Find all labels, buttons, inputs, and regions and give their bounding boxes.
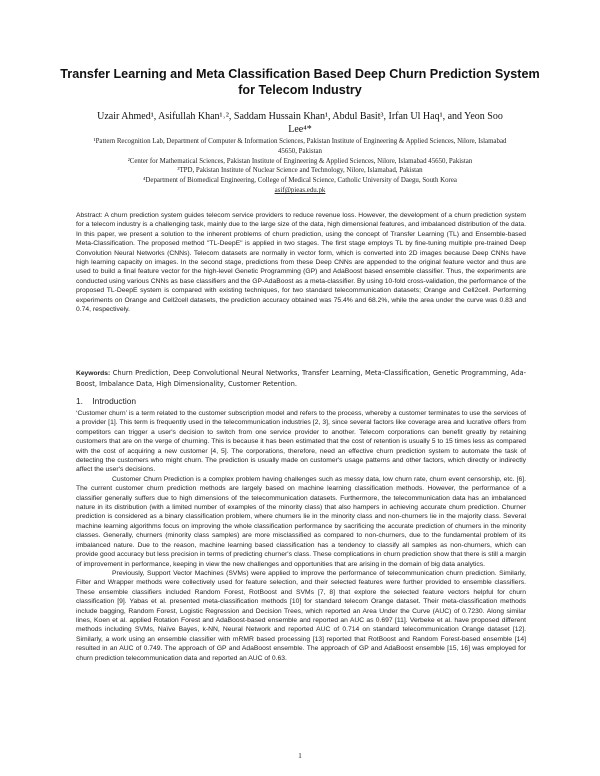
affiliation-2: ²Center for Mathematical Sciences, Pakistan Institute of Engineering & Applied Sciences, Nilore, Islamabad 45650, Pakistan [127, 157, 473, 165]
page-number: 1 [298, 751, 302, 760]
introduction-body [76, 409, 526, 663]
keywords [76, 368, 526, 389]
paragraph-2: Customer Churn Prediction is a complex problem having challenges such as messy data, low churn rate, churn event censorship, etc. [6]. The current customer churn prediction methods are largely based on machine learning classification methods. However, the performance of a classifier generally suffers due to high dimensions of the telecommunication datasets. Furthermore, the telecommunication data has an imbalanced nature in its distribution (with a limited number of examples of the minority class) that also hampers in achieving accurate churn prediction. Churner prediction is considered as a binary classification problem, where churners lie in the minority class and non-churners lie in the majority class. Several machine learning algorithms focus on improving the whole classification performance by sacrificing the accurate prediction of churners in the minority classes. Generally, churners (minority class samples) are more misclassified as compared to non-churners, due to the fundamental problem of its imbalanced nature. Due to the reason, machine learning based classification has a tendency to classify all samples as non-churners, which can provide good accuracy but less precision in terms of predicting churner's class. These complications in churn prediction show that there is still a margin of improvement in performance, keeping in view the new challenges and opportunities that are arising in the domain of big data analytics. [76, 475, 526, 568]
section-number: 1. [76, 396, 83, 406]
paper-title: Transfer Learning and Meta Classification Based Deep Churn Prediction System for Telecom Industry [60, 67, 540, 97]
affiliation-4: ⁴Department of Biomedical Engineering, College of Medical Science, Catholic University of Daegu, South Korea [143, 177, 457, 185]
paragraph-1: ‘Customer churn’ is a term related to the customer subscription model and refers to the process, whereby a customer terminates to use the services of a provider [1]. This term is frequently used in the telecommunication industries [2, 3], since several factors like coverage area and lucrative offers from competitors can trigger a user's decision to switch from one service provider to another. Telecom corporations can benefit greatly by retaining customers that are on the verge of churning. This is because it has been estimated that the cost of retention is usually 5 to 15 times less as compared with the cost of acquiring a new customer [4, 5]. The corporations, therefore, need an effective churn prediction system to automate the task of detecting the customers who might churn. The prediction is usually made on customer's usage patterns and other factors, which directly or indirectly affect the user's decisions. [76, 410, 526, 474]
abstract: Abstract: A churn prediction system guides telecom service providers to reduce revenue loss. However, the development of a churn prediction system for a telecom industry is a challenging task, mainly due to the large size of the data, high dimensional features, and imbalanced distribution of the data. In this paper, we present a solution to the inherent problems of churn prediction, using the concept of Transfer Learning (TL) and Ensemble-based Meta-Classification. The proposed method "TL-DeepE" is applied in two stages. The first stage employs TL by fine-tuning multiple pre-trained Deep Convolution Neural Networks (CNNs). Telecom datasets are normally in vector form, which is converted into 2D images because Deep CNNs have high learning capacity on images. In the second stage, predictions from these Deep CNNs are appended to the original feature vector and thus are used to build a final feature vector for the high-level Genetic Programming (GP) and AdaBoost based ensemble classifier. Thus, the experiments are conducted using various CNNs as base classifiers and the GP-AdaBoost as a meta-classifier. By using 10-fold cross-validation, the performance of the proposed TL-DeepE system is compared with existing techniques, for two standard telecommunication datasets; Orange and Cell2cell. Performing experiments on Orange and Cell2cell datasets, the prediction accuracy obtained was 75.4% and 68.2%, while the area under the curve was 0.83 and 0.74, respectively. [76, 212, 526, 314]
keywords-label: Keywords: [76, 370, 111, 377]
section-heading-introduction [76, 396, 526, 406]
keywords-text: Churn Prediction, Deep Convolutional Neural Networks, Transfer Learning, Meta-Classification, Genetic Programming, Ada-Boost, Imbalance Data, High Dimensionality, Customer Retention. [76, 369, 526, 388]
corresponding-email-link[interactable]: asif@pieas.edu.pk [274, 186, 326, 194]
section-title: Introduction [92, 396, 137, 406]
affiliation-1: ¹Pattern Recognition Lab, Department of Computer & Information Sciences, Pakistan Institute of Engineering & Applied Sciences, Nilore, Islamabad 45650, Pakistan [93, 138, 507, 155]
paragraph-3: Previously, Support Vector Machines (SVMs) were applied to improve the performance of telecommunication churn prediction. Similarly, Filter and Wrapper methods were collectively used for feature selection, and their selected features were further provided to ensemble classifiers. These ensemble classifiers included Random Forest, RotBoost and SVMs [7, 8] that explore the selected feature vectors helpful for churn classification [9]. Yabas et al. presented meta-classification methods [10] for standard telecom Orange dataset. Their meta-classification methods include bagging, Random Forest, Logistic Regression and Decision Trees, which reported an Area Under the Curve (AUC) of 0.7230. Along similar lines, Koen et al. applied Rotation Forest and AdaBoost-based ensemble and reported an AUC as 0.697 [11]. Verbeke et al. have proposed different methods including SVMs, Naïve Bayes, k-NN, Neural Network and reported AUC of 0.714 on standard telecommunication Orange dataset [12]. Similarly, a work using an ensemble classifier with mRMR based processing [13] reported that RotBoost and Random Forest-based ensemble [14] resulted in an AUC of 0.749. The approach of GP and AdaBoost ensemble. The approach of GP and AdaBoost ensemble [15, 16] was employed for churn prediction telecommunication data and reported an AUC of 0.63. [76, 569, 526, 662]
author-list: Uzair Ahmed¹, Asifullah Khan¹˒², Saddam Hussain Khan¹, Abdul Basit³, Irfan Ul Haq¹, and Yeon Soo Lee⁴* [97, 111, 503, 135]
affiliation-3: ³TPD, Pakistan Institute of Nuclear Science and Technology, Nilore, Islamabad, Pakistan [177, 167, 423, 175]
affiliation-list [90, 137, 510, 196]
